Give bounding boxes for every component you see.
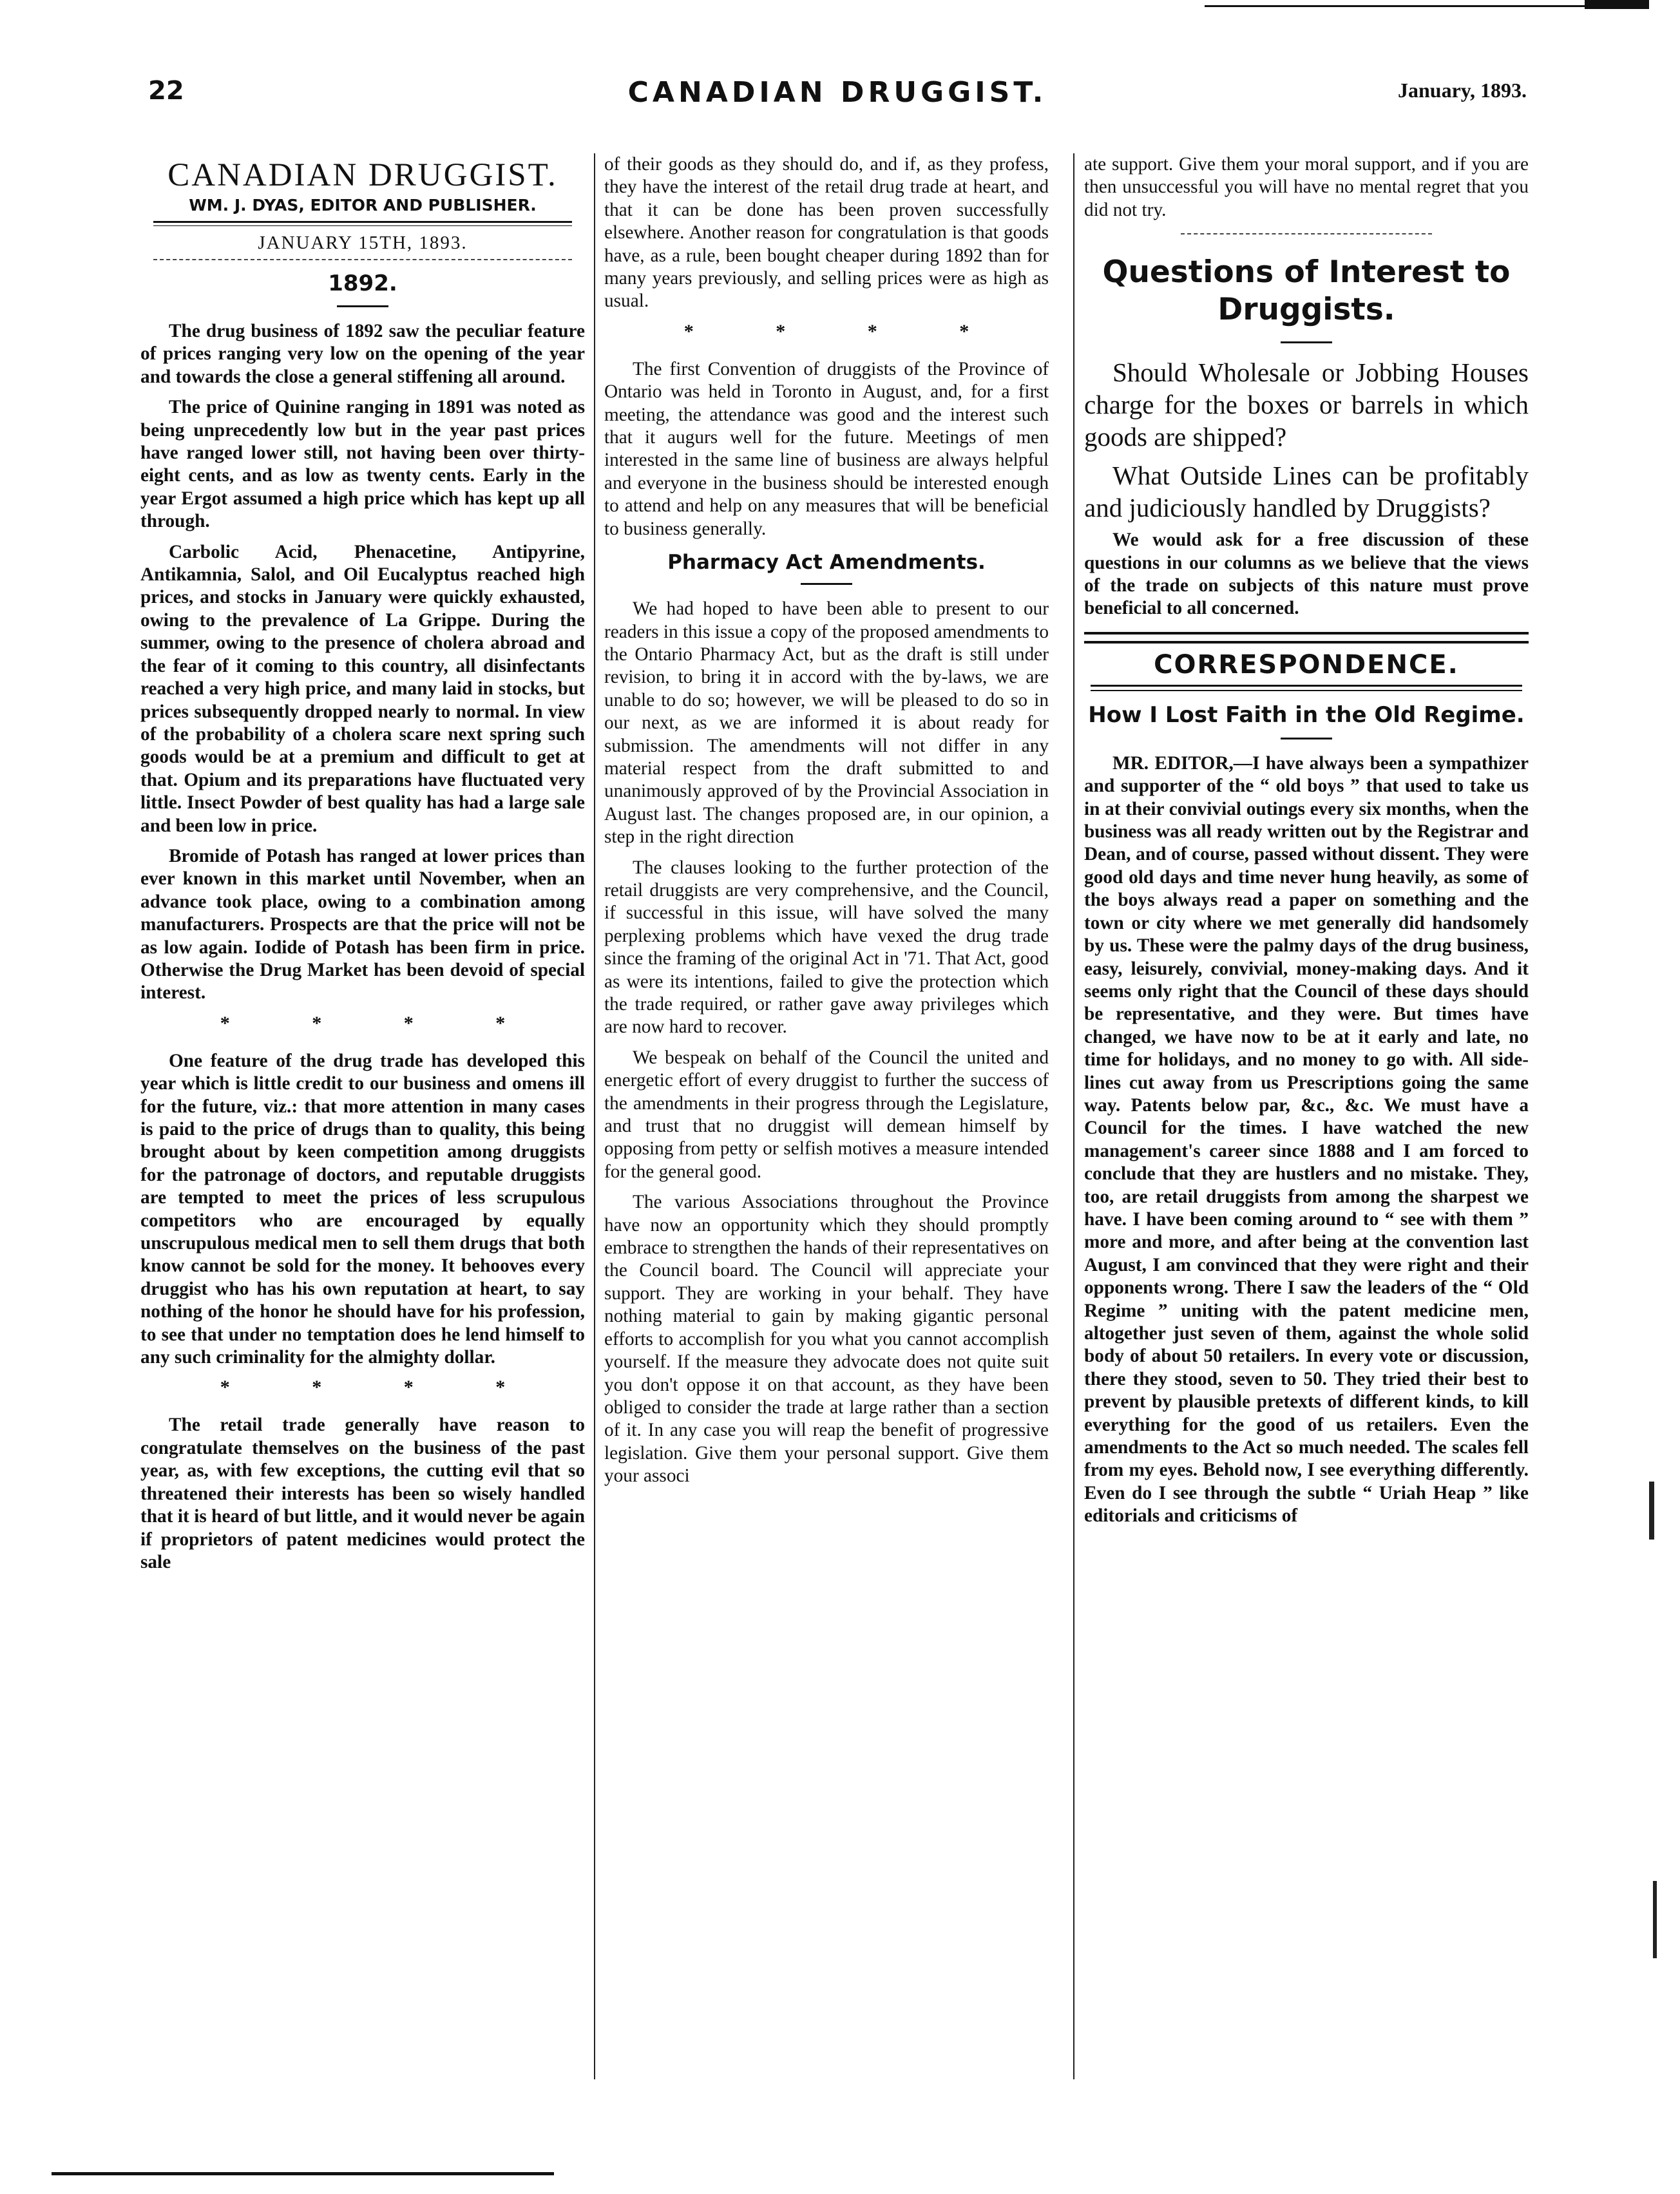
margin-mark — [1653, 1881, 1657, 1958]
dashed-rule — [1181, 233, 1432, 234]
letter-body — [1084, 752, 1529, 1528]
correspondence-rule — [1091, 685, 1522, 691]
column-rule — [594, 153, 595, 2079]
column-2 — [604, 153, 1049, 2079]
paragraph: The various Associations throughout the Province have now an opportunity which they should promptly embrace to strengthen the hands of their representatives on the Council board. The Council will appreciate your support. They are working in your behalf. They have nothing material to gain by making gigantic personal efforts to accomplish for you what you cannot accomplish yourself. If the measure they advocate does not quite suit you don't oppose it on that account, as they have been obliged to consider the trade at large rather than a section of it. In any case you will reap the benefit of progressive legislation. Give them your personal support. Give them your associ — [604, 1192, 1049, 1487]
paragraph: We had hoped to have been able to present to our readers in this issue a copy of the proposed amendments to the Ontario Pharmacy Act, but as the draft is still under revision, to bring it in accord with the by-laws, we are unable to do so; however, we will be pleased to do so in our next, as we are informed it is about ready for submission. The amendments will not differ in any material respect from the draft submitted to and unanimously approved of by the Provincial Association in August last. The changes proposed are, in our opinion, a step in the right direction — [604, 598, 1049, 848]
section-break-stars: * * * * — [220, 1012, 544, 1034]
short-rule — [1281, 738, 1332, 739]
correspondence-rule — [1084, 632, 1529, 644]
column-3 — [1084, 153, 1529, 2079]
paragraph: The clauses looking to the further protection of the retail druggists are very comprehensive, and the Council, if successful in this issue, will have solved the many perplexing problems which have vexed the drug trade since the framing of the original Act in '71. That Act, good as were its intentions, failed to give the protection which the trade required, or rather gave away privileges which are now hard to recover. — [604, 857, 1049, 1038]
section-title-pharmacy-act: Pharmacy Act Amendments. — [667, 551, 986, 575]
correspondence-title: CORRESPONDENCE. — [1154, 649, 1459, 680]
questions-title: Questions of Interest to Druggists. — [1102, 254, 1511, 328]
margin-mark — [1649, 1482, 1654, 1540]
section-title-1892: 1892. — [328, 271, 397, 296]
paragraph: Bromide of Potash has ranged at lower prices than ever known in this market until November, when an advance took place, owing to a combination among manufacturers. Prospects are that the price will not be as low again. Iodide of Potash has been firm in price. Otherwise the Drug Market has been devoid of special interest. — [140, 845, 585, 1004]
top-right-blot — [1585, 0, 1649, 9]
short-rule — [337, 305, 388, 307]
masthead-editor: WM. J. DYAS, EDITOR AND PUBLISHER. — [189, 196, 537, 215]
masthead-rule — [153, 221, 572, 226]
bottom-edge-rule — [52, 2172, 554, 2175]
journal-title: CANADIAN DRUGGIST. — [627, 76, 1047, 109]
question-1: Should Wholesale or Jobbing Houses charge for the boxes or barrels in which goods are shipped? — [1084, 358, 1529, 452]
column-1 — [140, 153, 585, 2079]
paragraph: Carbolic Acid, Phenacetine, Antipyrine, Antikamnia, Salol, and Oil Eucalyptus reached high prices, and stocks in January were quickly exhausted, owing to the prevalence of La Grippe. During the summer, owing to the presence of cholera abroad and the fear of it coming to this country, all disinfectants reached a very high price, and many laid in stocks, but prices subsequently dropped nearly to normal. In view of the probability of a cholera scare next spring such goods would be at a premium and difficult to get at that. Opium and its preparations have fluctuated very little. Insect Powder of best quality has had a large sale and been low in price. — [140, 541, 585, 836]
paragraph: The drug business of 1892 saw the peculiar feature of prices ranging very low on the opening of the year and towards the close a general stiffening all around. — [140, 321, 585, 387]
paragraph: The first Convention of druggists of the Province of Ontario was held in Toronto in August, and, for a first meeting, the attendance was good and the interest such that it augurs well for the future. Meetings of men interested in the same line of business are always helpful and everyone in the business should be interested enough to attend and help on any measures that will be beneficial to business generally. — [604, 358, 1049, 539]
masthead-date: JANUARY 15TH, 1893. — [258, 233, 468, 253]
paragraph: The retail trade generally have reason to congratulate themselves on the business of the past year, as, with few exceptions, the cutting evil that so threatened their interests has been so wisely handled that it is heard of but little, and it would never be again if proprietors of patent medicines would protect the sale — [140, 1415, 585, 1572]
dashed-rule — [153, 259, 572, 260]
short-rule — [801, 583, 852, 585]
section-break-stars: * * * * — [683, 320, 1008, 342]
masthead-title: CANADIAN DRUGGIST. — [167, 157, 558, 193]
letter-title: How I Lost Faith in the Old Regime. — [1088, 701, 1525, 728]
paragraph: We bespeak on behalf of the Council the united and energetic effort of every druggist to further the success of the amendments in their progress through the Legislature, and trust that no druggist will demean himself by opposing from petty or selfish motives a measure intended for the general good. — [604, 1047, 1049, 1182]
salutation: MR. EDITOR, — [1112, 752, 1234, 774]
page-number: 22 — [148, 76, 184, 106]
question-2: What Outside Lines can be profitably and judiciously handled by Druggists? — [1084, 461, 1529, 523]
column-rule — [1073, 153, 1074, 2079]
letter-text: —I have always been a sympathizer and supporter of the “ old boys ” that used to take us in at their convivial outings every six months, when the business was all ready written out by the Registrar and Dean, and of course, passed without dissent. They were good old days and time never hung heavily, as some of the boys always read a paper on something and the town or city where we met generally did handsomely by us. These were the palmy days of the drug business, easy, leisurely, convivial, money-making days. And it seems only right that the Council of these days should be representative, and they were. But times have changed, we have now to be at it early and late, no time for holidays, and no money to go with. All side-lines cut away from us Prescriptions going the same way. Patents below par, &c., &c. We must have a Council for the times. I have watched the new management's career since 1888 and I am forced to conclude that they are hustlers and no mistake. They, too, are retail druggists from among the sharpest we have. I have been coming around to “ see with them ” more and more, and after being at the convention last August, I am convinced that they were right and their opponents wrong. There I saw the leaders of the “ Old Regime ” uniting with the patent medicine men, altogether just seven of them, against the whole solid body of about 50 retailers. In every vote or discussion, there they stood, seven to 50. They tried their best to prevent by plausible pretexts of different kinds, to kill everything for the good of us retailers. Even the amendments to the Act so much needed. The scales fell from my eyes. Behold now, I see everything differently. Even do I see through the subtle “ Uriah Heap ” like editorials and criticisms of — [1084, 752, 1529, 1527]
paragraph: We would ask for a free discussion of these questions in our columns as we believe that the views of the trade on subjects of this nature must prove beneficial to all concerned. — [1084, 529, 1529, 619]
issue-date: January, 1893. — [1397, 79, 1527, 102]
paragraph: One feature of the drug trade has developed this year which is little credit to our business and omens ill for the future, viz.: that more attention in many cases is paid to the price of drugs than to quality, this being brought about by keen competition among druggists for the patronage of doctors, and reputable druggists are tempted to meet the prices of less scrupulous competitors who are encouraged by equally unscrupulous medical men to sell them drugs that both know cannot be sold for the money. It behooves every druggist who has his own reputation at heart, to say nothing of the honor he should have for his profession, to see that under no temptation does he lend himself to any such criminality for the almighty dollar. — [140, 1050, 585, 1368]
section-break-stars: * * * * — [220, 1377, 544, 1398]
running-head — [148, 76, 1527, 115]
paragraph: of their goods as they should do, and if, as they profess, they have the interest of the retail drug trade at heart, and that it can be done has been proven successfully elsewhere. Another reason for congratulation is that goods have, as a rule, been bought cheaper during 1892 than for many years previously, and selling prices were as high as usual. — [604, 154, 1049, 312]
short-rule — [1281, 341, 1332, 343]
top-edge-rule — [1205, 5, 1643, 7]
paragraph: ate support. Give them your moral support, and if you are then unsuccessful you will have no mental regret that you did not try. — [1084, 154, 1529, 220]
paragraph: The price of Quinine ranging in 1891 was noted as being unprecedently low but in the year past prices have ranged lower still, not having been over thirty-eight cents, and as low as twenty cents. Early in the year Ergot assumed a high price which has kept up all through. — [140, 397, 585, 532]
